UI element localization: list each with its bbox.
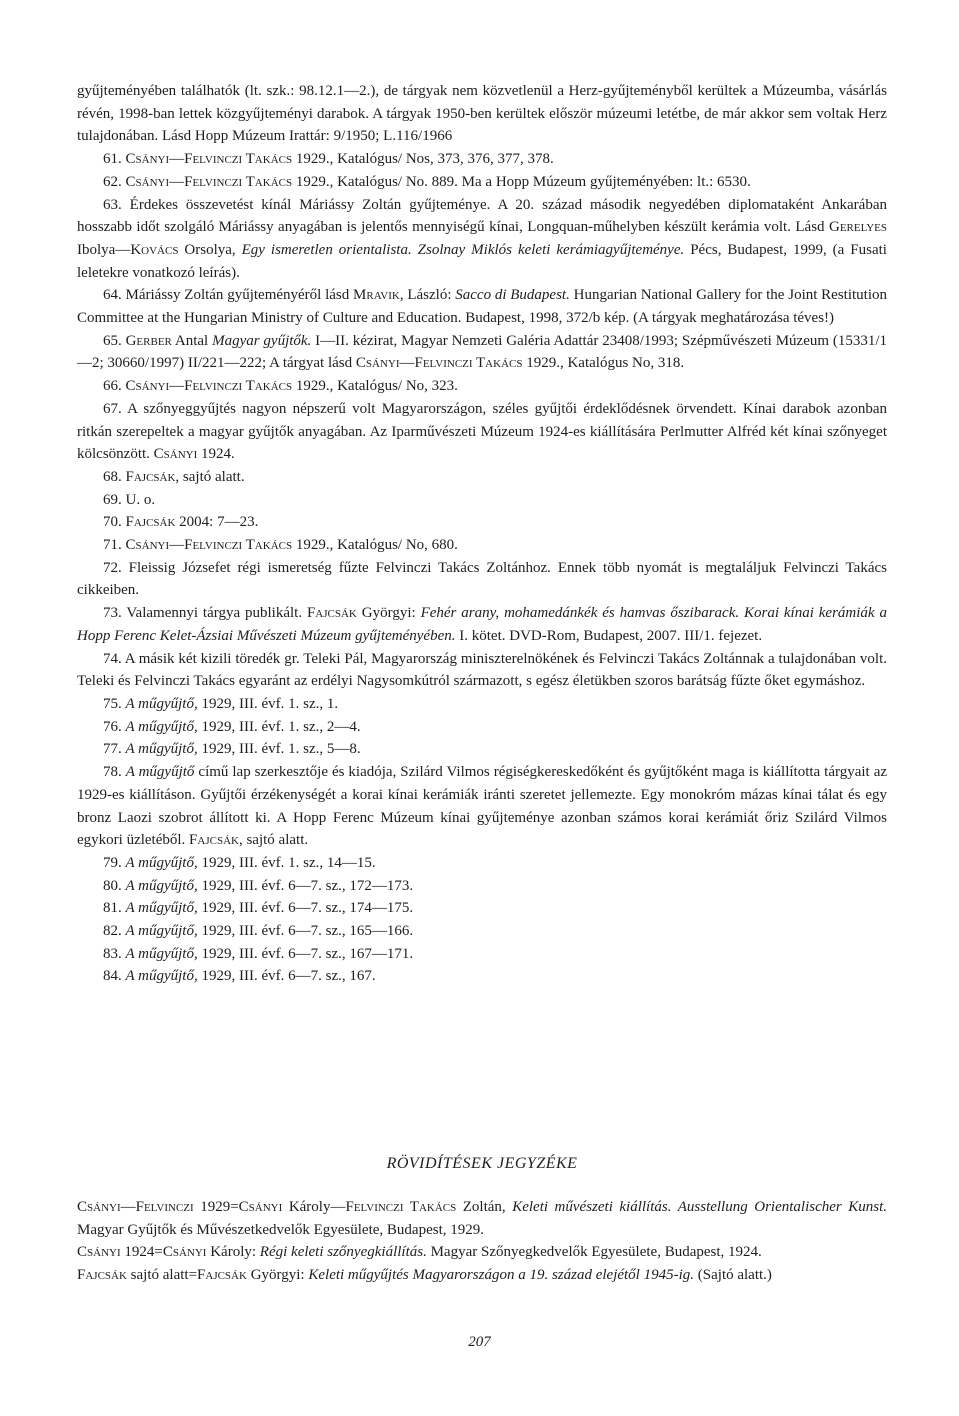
italic-title: A műgyűjtő, bbox=[125, 741, 198, 758]
text-run: 1929, III. évf. 1. sz., 1. bbox=[197, 695, 339, 712]
endnote-16 bbox=[77, 693, 887, 716]
text-run: Károly: bbox=[206, 1244, 260, 1261]
text-run: című lap szerkesztője és kiadója, Szilárd Vilmos régiségkereskedőként és gyűjtőként maga is kiállította tárgyait az 1929-es kiállításon. Gyűjtői érzékenységét a korai kínai kerámiák iránti szeretet jellemezte. Egy monokróm mázas kínai tálat és egy bronz Laozi szobrot állított ki. A Hopp Ferenc Múzeum kínai gyűjteménye azonban számos korai kerámiát őriz Szilárd Vilmos egykori üzletéből. bbox=[77, 764, 888, 849]
text-run: Hungarian National Gallery for the Joint Restitution Committee at the Hungarian Ministry of Culture and Education. Budapest, 1998, 372/b kép. (A tárgyak meghatározása téves!) bbox=[77, 287, 888, 327]
text-run: Györgyi: bbox=[246, 1267, 309, 1284]
text-run: 80. bbox=[103, 877, 126, 894]
author-name: Mravik bbox=[353, 287, 400, 304]
endnote-2 bbox=[77, 148, 887, 171]
endnote-25 bbox=[77, 965, 887, 988]
author-name: Gerber bbox=[125, 332, 172, 349]
italic-title: Sacco di Budapest. bbox=[455, 287, 570, 304]
italic-title: Régi keleti szőnyegkiállítás. bbox=[259, 1244, 427, 1261]
italic-title: Keleti műgyűjtés Magyarországon a 19. század elejétől 1945-ig. bbox=[308, 1267, 695, 1284]
author-name: Fajcsák bbox=[77, 1267, 127, 1284]
author-name: Csányi—Felvinczi bbox=[77, 1199, 194, 1215]
italic-title: A műgyűjtő bbox=[125, 764, 195, 781]
text-run: 1929, III. évf. 6—7. sz., 165—166. bbox=[197, 923, 414, 940]
text-run: 70. bbox=[103, 514, 126, 531]
italic-title: A műgyűjtő, bbox=[125, 900, 198, 917]
page-number: 207 bbox=[468, 1334, 491, 1350]
text-run: 67. A szőnyeggyűjtés nagyon népszerű volt Magyarországon, széles gyűjtői érdeklődésnek örvendett. Kínai darabok azonban ritkán szerepeltek a magyar gyűjtők anyagában. Az Iparművészeti Múzeum 1924-es kiállítására Perlmutter Alfréd két kínai szőnyeget kölcsönzött. bbox=[77, 400, 887, 463]
text-run: 1929, III. évf. 6—7. sz., 167—171. bbox=[197, 945, 414, 962]
text-run: 73. Valamennyi tárgya publikált. bbox=[103, 605, 307, 622]
text-run: 81. bbox=[103, 900, 126, 917]
text-run: , sajtó alatt. bbox=[175, 468, 245, 485]
abbreviation-entry-1 bbox=[77, 1196, 887, 1241]
author-name: Fajcsák bbox=[189, 832, 239, 849]
text-run: 75. bbox=[103, 695, 126, 712]
endnote-15 bbox=[77, 648, 887, 693]
abbreviations-heading: RÖVIDÍTÉSEK JEGYZÉKE bbox=[386, 1155, 578, 1172]
endnote-3 bbox=[77, 171, 887, 194]
author-name: Fajcsák bbox=[306, 605, 357, 622]
text-run: 74. A másik két kizili töredék gr. Teleki Pál, Magyarország miniszterelnökének és Felvinczi Takács Zoltánnak a tulajdonában volt. Teleki és Felvinczi Takács egyaránt az erdélyi Nagysomkútról származott, s egész életükben szoros barátság fűzte őket egymáshoz. bbox=[77, 650, 887, 690]
endnote-17 bbox=[77, 716, 887, 739]
author-name: Csányi—Felvinczi Takács bbox=[125, 378, 293, 395]
text-run: Pécs, Budapest, 1999, (a Fusati leletekre vonatkozó leírás). bbox=[77, 241, 887, 281]
author-name: Felvinczi Takács bbox=[345, 1199, 457, 1215]
author-name: Csányi bbox=[153, 446, 198, 463]
author-name: Gerelyes bbox=[828, 219, 887, 236]
text-run: sajtó alatt= bbox=[126, 1267, 198, 1284]
italic-title: A műgyűjtő, bbox=[125, 923, 198, 940]
endnote-13 bbox=[77, 557, 887, 602]
text-run: Magyar Gyűjtők és Művészetkedvelők Egyesülete, Budapest, 1929. bbox=[77, 1221, 484, 1238]
author-name: Csányi—Felvinczi Takács bbox=[125, 151, 293, 168]
text-run: 1929, III. évf. 1. sz., 5—8. bbox=[197, 741, 361, 758]
text-run: 71. bbox=[103, 537, 126, 554]
endnote-14 bbox=[77, 602, 887, 647]
text-run: 62. bbox=[103, 173, 126, 190]
author-name: Csányi—Felvinczi Takács bbox=[125, 537, 293, 554]
endnote-12 bbox=[77, 534, 887, 557]
text-run: I—II. kézirat, Magyar Nemzeti Galéria Adattár 23408/1993; Szépművészeti Múzeum (15331/1—2; 30660/1997) II/221—222; A tárgyat lásd bbox=[77, 332, 888, 372]
italic-title: A műgyűjtő, bbox=[125, 945, 198, 962]
text-run: 63. Érdekes összevetést kínál Máriássy Zoltán gyűjteménye. A 20. század második negyedében diplomataként Ankarában hosszabb időt szolgáló Máriássy anyagában is jelentős mennyiségű kínai, Longquan-műhelyben készült kerámia volt. Lásd bbox=[77, 196, 887, 236]
text-run: Ibolya— bbox=[77, 241, 131, 258]
endnote-5 bbox=[77, 284, 887, 329]
author-name: Csányi bbox=[238, 1199, 283, 1215]
endnote-6 bbox=[77, 330, 887, 375]
endnote-21 bbox=[77, 875, 887, 898]
author-name: Csányi—Felvinczi Takács bbox=[355, 355, 523, 372]
text-run: 1924. bbox=[197, 446, 235, 463]
text-run: 65. bbox=[103, 332, 126, 349]
text-run: Károly— bbox=[282, 1199, 346, 1215]
abbreviations-list bbox=[77, 1196, 887, 1287]
italic-title: Magyar gyűjtők. bbox=[212, 332, 312, 349]
text-run: 83. bbox=[103, 945, 126, 962]
text-run: 1929., Katalógus/ No, 323. bbox=[292, 378, 458, 395]
text-run: I. kötet. DVD-Rom, Budapest, 2007. III/1. fejezet. bbox=[455, 627, 763, 644]
endnote-24 bbox=[77, 943, 887, 966]
author-name: Csányi—Felvinczi Takács bbox=[125, 173, 293, 190]
text-run: 2004: 7—23. bbox=[175, 514, 259, 531]
text-run: 76. bbox=[103, 718, 126, 735]
text-run: Orsolya, bbox=[178, 241, 242, 258]
text-run: (Sajtó alatt.) bbox=[694, 1267, 772, 1284]
text-run: 68. bbox=[103, 468, 126, 485]
text-run: 1929, III. évf. 1. sz., 14—15. bbox=[197, 854, 376, 871]
author-name: Fajcsák bbox=[125, 514, 176, 531]
endnote-9 bbox=[77, 466, 887, 489]
italic-title: A műgyűjtő, bbox=[125, 877, 198, 894]
text-run: Zoltán, bbox=[456, 1199, 513, 1215]
text-run: Györgyi: bbox=[356, 605, 421, 622]
italic-title: A műgyűjtő, bbox=[125, 854, 198, 871]
text-run: 61. bbox=[103, 151, 126, 168]
text-run: 1929, III. évf. 6—7. sz., 172—173. bbox=[197, 877, 414, 894]
italic-title: Fehér arany, mohamedánkék és hamvas őszibarack. Korai kínai kerámiák a Hopp Ferenc Kelet-Ázsiai Művészeti Múzeum gyűjteményében. bbox=[77, 605, 887, 644]
author-name: Csányi bbox=[162, 1244, 207, 1261]
text-run: 1929, III. évf. 1. sz., 2—4. bbox=[197, 718, 361, 735]
text-run: 79. bbox=[103, 854, 126, 871]
text-run: , sajtó alatt. bbox=[238, 832, 309, 849]
endnote-10 bbox=[77, 489, 887, 512]
endnote-20 bbox=[77, 852, 887, 875]
author-name: Csányi bbox=[77, 1244, 121, 1261]
italic-title: Keleti művészeti kiállítás. Ausstellung Orientalischer Kunst. bbox=[512, 1199, 888, 1215]
text-run: Magyar Szőnyegkedvelők Egyesülete, Budapest, 1924. bbox=[426, 1244, 762, 1261]
abbreviation-entry-2 bbox=[77, 1241, 887, 1264]
italic-title: A műgyűjtő, bbox=[125, 968, 198, 985]
text-run: 77. bbox=[103, 741, 126, 758]
author-name: Kovács bbox=[130, 241, 179, 258]
author-name: Fajcsák bbox=[197, 1267, 247, 1284]
italic-title: A műgyűjtő, bbox=[125, 718, 198, 735]
text-run: 1929= bbox=[193, 1199, 239, 1215]
text-run: 84. bbox=[103, 968, 126, 985]
endnote-23 bbox=[77, 920, 887, 943]
text-run: 66. bbox=[103, 378, 126, 395]
endnote-18 bbox=[77, 738, 887, 761]
endnote-11 bbox=[77, 511, 887, 534]
text-run: 1929., Katalógus/ Nos, 373, 376, 377, 378. bbox=[292, 151, 554, 168]
endnotes bbox=[77, 80, 887, 988]
text-run: 1929, III. évf. 6—7. sz., 167. bbox=[197, 968, 376, 985]
text-run: 64. Máriássy Zoltán gyűjteményéről lásd bbox=[103, 287, 354, 304]
endnote-1 bbox=[77, 80, 887, 148]
text-run: 1929., Katalógus No, 318. bbox=[522, 355, 685, 372]
endnote-7 bbox=[77, 375, 887, 398]
text-run: 1929., Katalógus/ No, 680. bbox=[292, 537, 458, 554]
text-run: 1929., Katalógus/ No. 889. Ma a Hopp Múzeum gyűjteményében: lt.: 6530. bbox=[292, 173, 751, 190]
text-run: gyűjteményében találhatók (lt. szk.: 98.12.1—2.), de tárgyak nem közvetlenül a Herz-gyűjteményből kerültek a Múzeumba, vásárlás révén, 1998-ban lettek közgyűjteményi darabok. A tárgyak 1950-ben kerültek először múzeumi letétbe, de már akkor sem voltak Herz tulajdonában. Lásd Hopp Múzeum Irattár: 9/1950; L.116/1966 bbox=[77, 83, 887, 145]
abbreviation-entry-3 bbox=[77, 1264, 887, 1287]
text-run: 1929, III. évf. 6—7. sz., 174—175. bbox=[197, 900, 414, 917]
text-run: 1924= bbox=[120, 1244, 163, 1261]
endnote-4 bbox=[77, 194, 887, 285]
text-run: Antal bbox=[171, 332, 213, 349]
text-run: 69. U. o. bbox=[103, 491, 156, 508]
endnote-22 bbox=[77, 897, 887, 920]
text-run: , László: bbox=[399, 287, 456, 304]
endnote-8 bbox=[77, 398, 887, 466]
endnote-19 bbox=[77, 761, 887, 852]
text-run: 78. bbox=[103, 764, 126, 781]
author-name: Fajcsák bbox=[125, 468, 176, 485]
italic-title: Egy ismeretlen orientalista. Zsolnay Miklós keleti kerámiagyűjteménye. bbox=[241, 241, 685, 258]
italic-title: A műgyűjtő, bbox=[125, 695, 198, 712]
text-run: 82. bbox=[103, 923, 126, 940]
text-run: 72. Fleissig Józsefet régi ismeretség fűzte Felvinczi Takács Zoltánhoz. Ennek több nyomát is megtaláljuk Felvinczi Takács cikkeiben. bbox=[77, 559, 887, 599]
